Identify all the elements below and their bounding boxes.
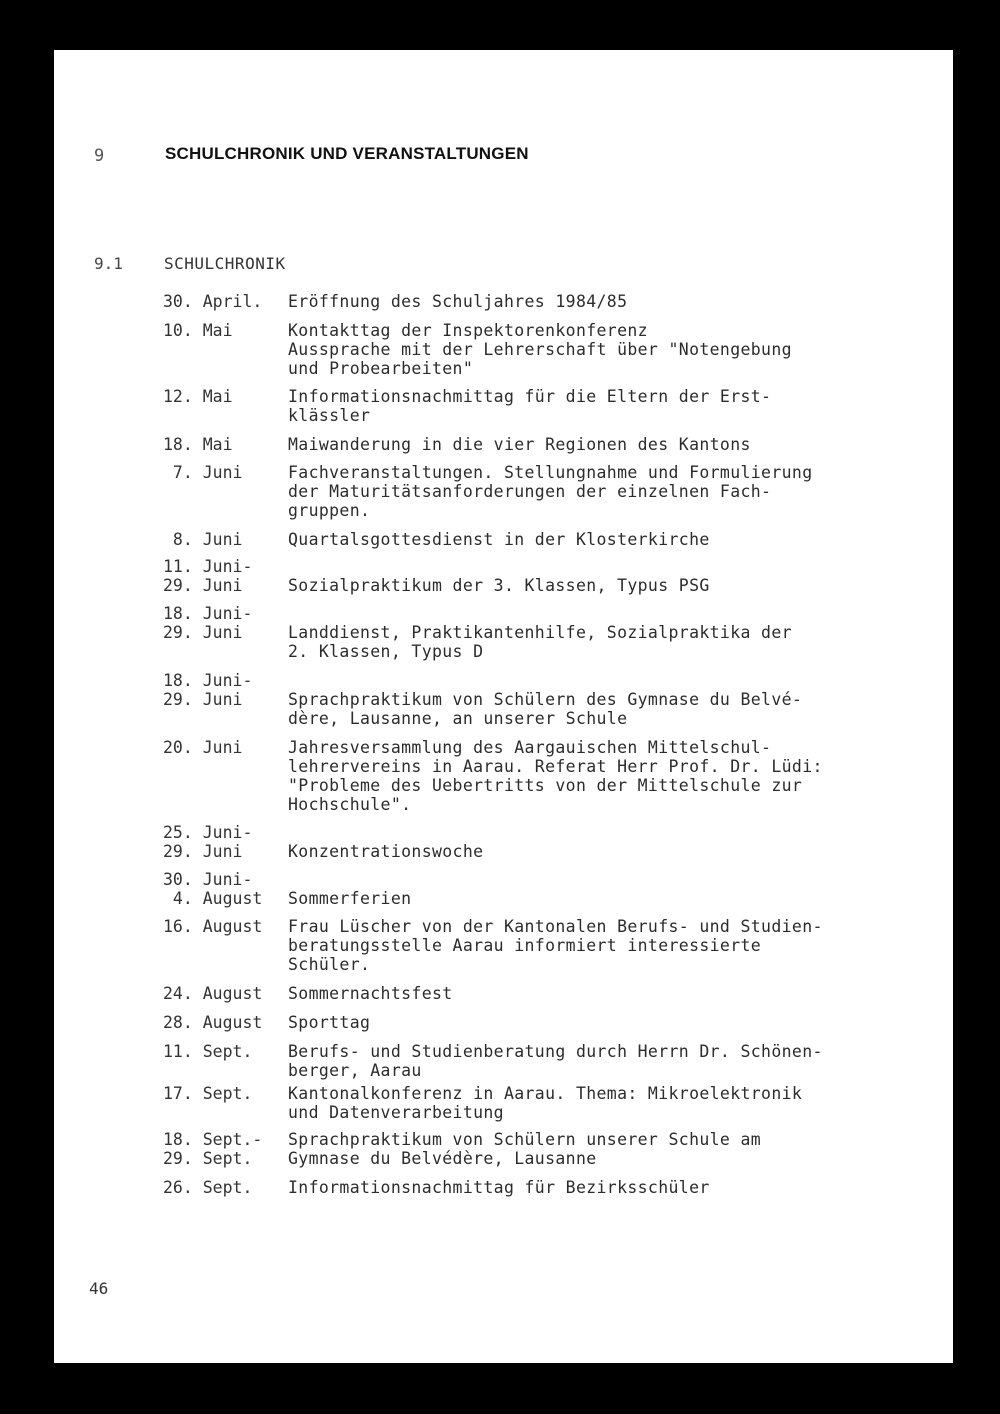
entry-text: Sprachpraktikum von Schülern unserer Schule am Gymnase du Belvédère, Lausanne [288, 1130, 762, 1168]
page-number: 46 [89, 1279, 109, 1298]
entry-date: 30. April. [163, 292, 263, 311]
entry-text: Maiwanderung in die vier Regionen des Kantons [288, 435, 751, 454]
entry-text: Jahresversammlung des Aargauischen Mittelschul- lehrervereins in Aarau. Referat Herr Prof. Dr. Lüdi: "Probleme des Uebertritts von der Mittelschule zur Hochschule". [288, 738, 823, 814]
entry-text: Quartalsgottesdienst in der Klosterkirche [288, 530, 710, 549]
entry-text: Fachveranstaltungen. Stellungnahme und Formulierung der Maturitätsanforderungen der einzelnen Fach- gruppen. [288, 463, 813, 520]
entry-date: 24. August [163, 984, 263, 1003]
entry-date: 30. Juni- 4. August [163, 870, 263, 908]
entry-text: Eröffnung des Schuljahres 1984/85 [288, 292, 628, 311]
entry-text: Informationsnachmittag für Bezirksschüler [288, 1178, 710, 1197]
entry-text: Kontakttag der Inspektorenkonferenz Aussprache mit der Lehrerschaft über "Notengebung und Probearbeiten" [288, 321, 792, 378]
entry-text: Berufs- und Studienberatung durch Herrn Dr. Schönen- berger, Aarau [288, 1042, 823, 1080]
entry-date: 8. Juni [163, 530, 243, 549]
entry-text: Sommerferien [288, 889, 412, 908]
entry-text: Sozialpraktikum der 3. Klassen, Typus PSG [288, 576, 710, 595]
entry-text: Sporttag [288, 1013, 371, 1032]
entry-date: 18. Sept.- 29. Sept. [163, 1130, 263, 1168]
entry-date: 25. Juni- 29. Juni [163, 823, 253, 861]
entry-date: 20. Juni [163, 738, 243, 757]
entry-text: Informationsnachmittag für die Eltern der Erst- klässler [288, 387, 772, 425]
entry-date: 11. Sept. [163, 1042, 253, 1061]
entry-date: 17. Sept. [163, 1084, 253, 1103]
entry-text: Sommernachtsfest [288, 984, 453, 1003]
entry-date: 18. Mai [163, 435, 233, 454]
entry-text: Landdienst, Praktikantenhilfe, Sozialpraktika der 2. Klassen, Typus D [288, 623, 792, 661]
entry-text: Frau Lüscher von der Kantonalen Berufs- und Studien- beratungsstelle Aarau informiert interessierte Schüler. [288, 917, 823, 974]
section-number: 9.1 [94, 254, 123, 273]
entry-date: 7. Juni [163, 463, 243, 482]
entry-date: 18. Juni- 29. Juni [163, 604, 253, 642]
entry-text: Kantonalkonferenz in Aarau. Thema: Mikroelektronik und Datenverarbeitung [288, 1084, 803, 1122]
entry-text: Sprachpraktikum von Schülern des Gymnase du Belvé- dère, Lausanne, an unserer Schule [288, 690, 803, 728]
entry-date: 16. August [163, 917, 263, 936]
chapter-number: 9 [94, 146, 105, 166]
entry-date: 18. Juni- 29. Juni [163, 671, 253, 709]
entry-date: 26. Sept. [163, 1178, 253, 1197]
entry-date: 10. Mai [163, 321, 233, 340]
section-title: SCHULCHRONIK [164, 254, 286, 273]
chapter-title: SCHULCHRONIK UND VERANSTALTUNGEN [165, 144, 529, 163]
entry-date: 12. Mai [163, 387, 233, 406]
entry-date: 11. Juni- 29. Juni [163, 557, 253, 595]
entry-date: 28. August [163, 1013, 263, 1032]
entry-text: Konzentrationswoche [288, 842, 484, 861]
